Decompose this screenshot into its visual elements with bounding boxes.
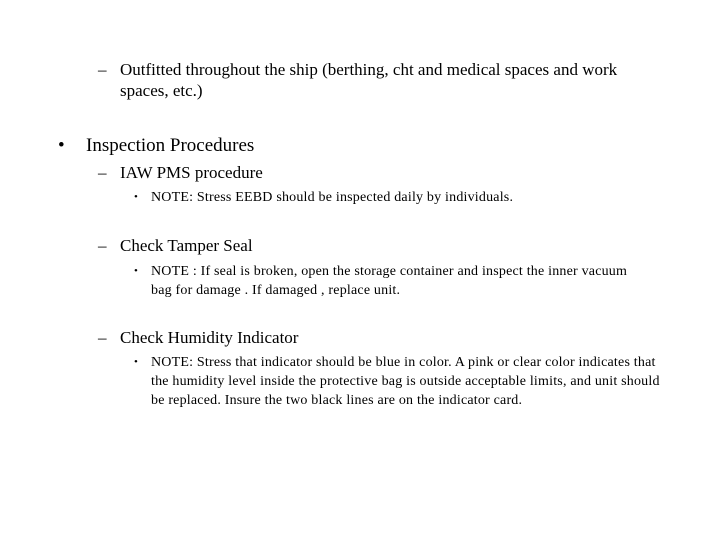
small-bullet: • <box>134 356 139 368</box>
list-item <box>98 235 658 256</box>
list-item <box>58 134 658 158</box>
dash-bullet: – <box>98 60 107 79</box>
item-text: Inspection Procedures <box>86 135 255 156</box>
item-text: NOTE: Stress that indicator should be blue in color. A pink or clear color indicates that the humidity level inside the protective bag is outside acceptable limits, and unit should be replaced. Insure the two black lines are on the indicator card. <box>151 355 660 408</box>
item-text: NOTE: Stress EEBD should be inspected daily by individuals. <box>151 190 514 205</box>
small-bullet: • <box>134 265 139 277</box>
list-item <box>98 327 658 348</box>
dash-bullet: – <box>98 163 107 182</box>
item-text: Check Tamper Seal <box>120 236 253 255</box>
small-bullet: • <box>134 191 139 203</box>
list-item <box>134 353 662 410</box>
list-item <box>98 59 668 101</box>
bullet: • <box>58 135 65 156</box>
item-text: Outfitted throughout the ship (berthing, cht and medical spaces and work spaces, etc.) <box>120 60 618 100</box>
dash-bullet: – <box>98 236 107 255</box>
list-item <box>134 262 634 300</box>
item-text: NOTE : If seal is broken, open the storage container and inspect the inner vacuum bag for damage . If damaged , replace unit. <box>151 264 628 298</box>
list-item <box>134 188 654 207</box>
dash-bullet: – <box>98 328 107 347</box>
item-text: IAW PMS procedure <box>120 163 263 182</box>
list-item <box>98 162 658 183</box>
item-text: Check Humidity Indicator <box>120 328 299 347</box>
